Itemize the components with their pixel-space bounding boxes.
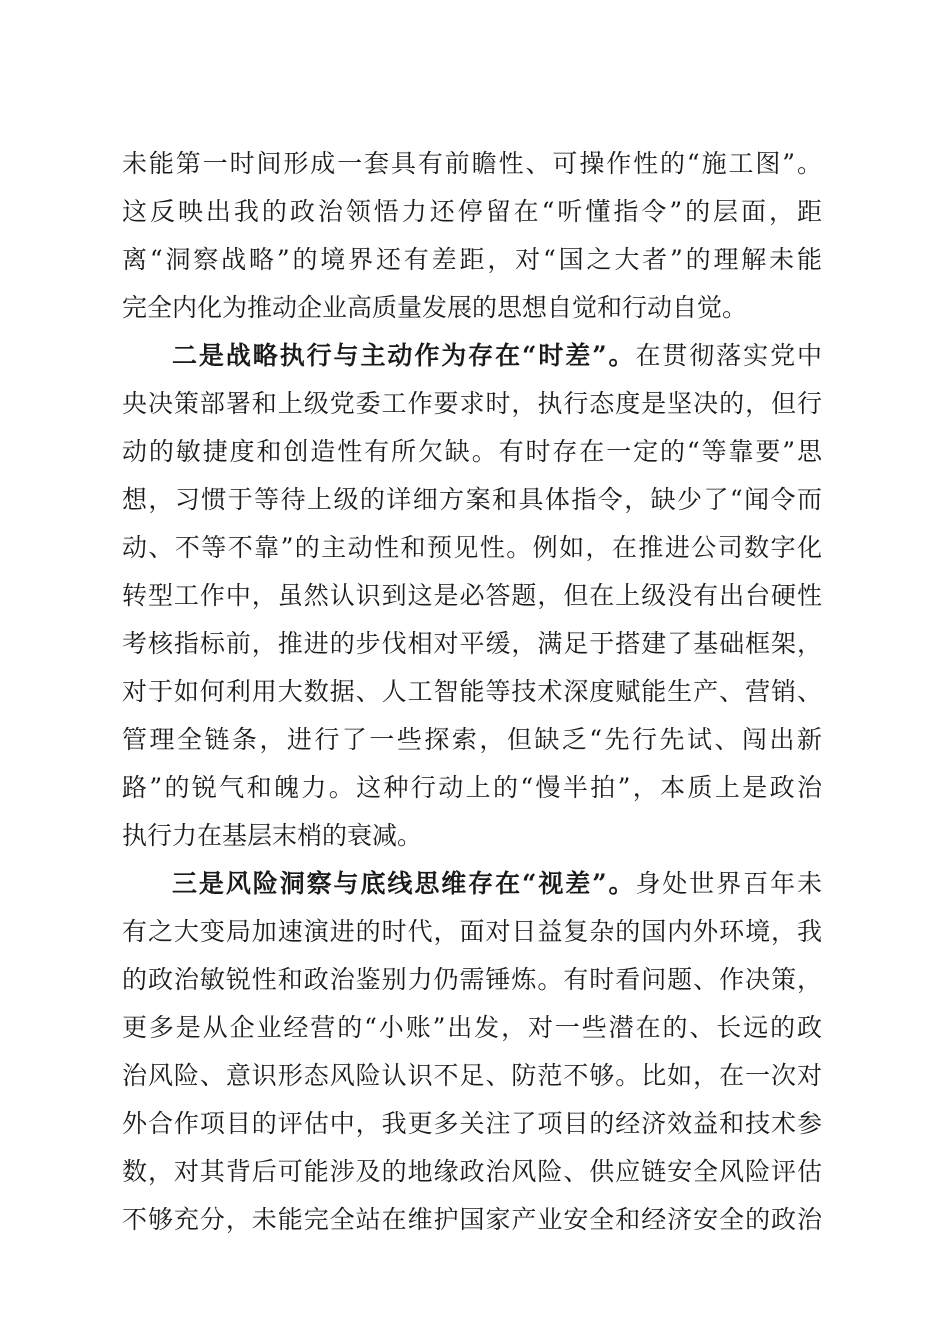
text-line: 考核指标前，推进的步伐相对平缓，满足于搭建了基础框架，	[122, 629, 822, 658]
text-line: 有之大变局加速演进的时代，面对日益复杂的国内外环境，我	[122, 917, 822, 946]
text-line: 央决策部署和上级党委工作要求时，执行态度是坚决的，但行	[122, 389, 822, 418]
text-line: 数，对其背后可能涉及的地缘政治风险、供应链安全风险评估	[122, 1157, 822, 1186]
text-line: 离“洞察战略”的境界还有差距，对“国之大者”的理解未能	[122, 245, 822, 274]
text-line: 动的敏捷度和创造性有所欠缺。有时存在一定的“等靠要”思	[122, 437, 822, 466]
text-line: 这反映出我的政治领悟力还停留在“听懂指令”的层面，距	[122, 197, 822, 226]
text-line: 路”的锐气和魄力。这种行动上的“慢半拍”，本质上是政治	[122, 773, 822, 802]
paragraph-3-first-line	[172, 864, 822, 904]
text-line: 更多是从企业经营的“小账”出发，对一些潜在的、长远的政	[122, 1013, 822, 1042]
text-line: 不够充分，未能完全站在维护国家产业安全和经济安全的政治	[122, 1205, 822, 1234]
paragraph-3-heading: 三是风险洞察与底线思维存在“视差”。	[172, 869, 636, 898]
text-line: 对于如何利用大数据、人工智能等技术深度赋能生产、营销、	[122, 677, 822, 706]
text-line: 的政治敏锐性和政治鉴别力仍需锤炼。有时看问题、作决策，	[122, 965, 822, 994]
text-line: 完全内化为推动企业高质量发展的思想自觉和行动自觉。	[122, 293, 748, 322]
text-line: 动、不等不靠”的主动性和预见性。例如，在推进公司数字化	[122, 533, 822, 562]
text-line: 治风险、意识形态风险认识不足、防范不够。比如，在一次对	[122, 1061, 822, 1090]
text-line: 管理全链条，进行了一些探索，但缺乏“先行先试、闯出新	[122, 725, 822, 754]
paragraph-2-lead-text: 在贯彻落实党中	[635, 341, 822, 370]
paragraph-3-lead-text: 身处世界百年未	[635, 869, 822, 898]
text-line: 转型工作中，虽然认识到这是必答题，但在上级没有出台硬性	[122, 581, 822, 610]
text-line: 想，习惯于等待上级的详细方案和具体指令，缺少了“闻令而	[122, 485, 822, 514]
paragraph-2-heading: 二是战略执行与主动作为存在“时差”。	[172, 341, 636, 370]
text-line: 未能第一时间形成一套具有前瞻性、可操作性的“施工图”。	[122, 149, 822, 178]
text-line: 外合作项目的评估中，我更多关注了项目的经济效益和技术参	[122, 1109, 822, 1138]
text-line: 执行力在基层末梢的衰减。	[122, 821, 423, 850]
paragraph-2-first-line	[172, 336, 822, 376]
